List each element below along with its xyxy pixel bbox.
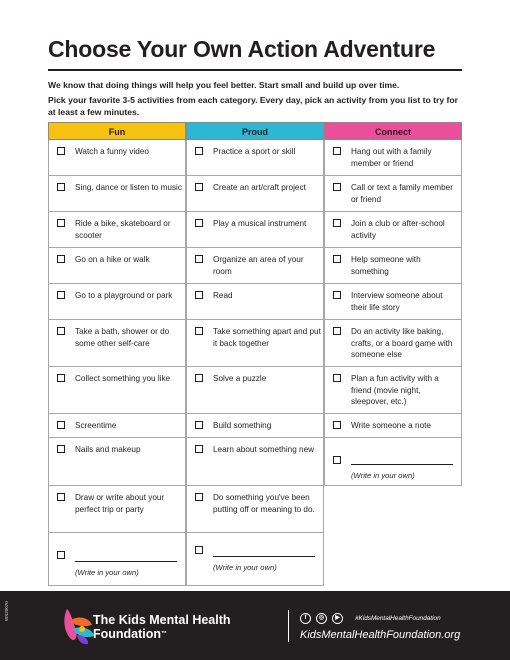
title-underline (48, 69, 462, 71)
connect-item[interactable] (324, 414, 462, 438)
checkbox[interactable] (195, 255, 203, 263)
connect-item-label: Do an activity like baking, crafts, or a board game with someone else (351, 327, 453, 359)
fun-item[interactable] (48, 284, 186, 320)
footer (0, 591, 510, 660)
connect-item-label: Hang out with a family member or friend (351, 147, 432, 168)
proud-item[interactable] (186, 320, 324, 367)
checkbox[interactable] (195, 291, 203, 299)
connect-item[interactable] (324, 140, 462, 176)
connect-item-label: Help someone with something (351, 255, 421, 276)
connect-item[interactable] (324, 212, 462, 248)
connect-item-label: Write someone a note (351, 421, 431, 430)
connect-item[interactable] (324, 320, 462, 367)
fun-item-label: Go to a playground or park (75, 291, 173, 300)
write-in-line[interactable] (213, 556, 315, 557)
intro-line-1: We know that doing things will help you feel better. Start small and build up over time. (48, 80, 400, 90)
checkbox[interactable] (195, 327, 203, 335)
proud-item[interactable] (186, 140, 324, 176)
proud-item-label: Learn about something new (213, 445, 315, 454)
connect-write-in[interactable] (324, 438, 462, 486)
checkbox[interactable] (333, 255, 341, 263)
connect-item[interactable] (324, 248, 462, 284)
document-code (4, 601, 18, 635)
connect-header: Connect (324, 122, 462, 140)
footer-divider (288, 610, 289, 642)
write-in-hint: (Write in your own) (75, 568, 139, 577)
fun-item[interactable] (48, 212, 186, 248)
social-links (300, 613, 343, 624)
write-in-line[interactable] (75, 561, 177, 562)
connect-item[interactable] (324, 176, 462, 212)
checkbox[interactable] (195, 183, 203, 191)
fun-item[interactable] (48, 486, 186, 533)
connect-column (324, 122, 462, 586)
proud-item-label: Practice a sport or skill (213, 147, 296, 156)
connect-item-label: Plan a fun activity with a friend (movie night, sleepover, etc.) (351, 374, 439, 406)
proud-item-label: Read (213, 291, 233, 300)
brand-name (93, 613, 231, 641)
checkbox[interactable] (333, 183, 341, 191)
checkbox[interactable] (57, 255, 65, 263)
checkbox[interactable] (57, 551, 65, 559)
proud-item-label: Create an art/craft project (213, 183, 306, 192)
write-in-hint: (Write in your own) (351, 471, 415, 480)
proud-item-label: Do something you've been putting off or meaning to do. (213, 493, 315, 514)
proud-item-label: Solve a puzzle (213, 374, 267, 383)
checkbox[interactable] (333, 456, 341, 464)
connect-item-label: Join a club or after-school activity (351, 219, 445, 240)
youtube-icon[interactable]: ▶ (332, 613, 343, 624)
brand-line-2-row (93, 627, 231, 641)
checkbox[interactable] (57, 327, 65, 335)
fun-item-label: Nails and makeup (75, 445, 141, 454)
connect-item[interactable] (324, 284, 462, 320)
checkbox[interactable] (57, 374, 65, 382)
connect-item-label: Call or text a family member or friend (351, 183, 453, 204)
fun-item[interactable] (48, 367, 186, 414)
page-title: Choose Your Own Action Adventure (48, 36, 436, 62)
proud-item-label: Play a musical instrument (213, 219, 307, 228)
proud-item-label: Take something apart and put it back together (213, 327, 321, 348)
checkbox[interactable] (57, 291, 65, 299)
fun-item[interactable] (48, 320, 186, 367)
proud-item[interactable] (186, 212, 324, 248)
fun-column (48, 122, 186, 586)
checkbox[interactable] (333, 291, 341, 299)
write-in-hint: (Write in your own) (213, 563, 277, 572)
fun-item-label: Ride a bike, skateboard or scooter (75, 219, 171, 240)
proud-item-label: Organize an area of your room (213, 255, 304, 276)
checkbox[interactable] (333, 147, 341, 155)
proud-item[interactable] (186, 248, 324, 284)
fun-item[interactable] (48, 414, 186, 438)
checkbox[interactable] (57, 219, 65, 227)
fun-item-label: Screentime (75, 421, 117, 430)
document-code-text: WS20070 (4, 601, 9, 621)
fun-item-label: Go on a hike or walk (75, 255, 150, 264)
checkbox[interactable] (195, 493, 203, 501)
intro-line-2: Pick your favorite 3-5 activities from each category. Every day, pick an activity from you list to try for at least a few minutes. (48, 95, 458, 117)
checkbox[interactable] (195, 219, 203, 227)
proud-item[interactable] (186, 486, 324, 533)
proud-item[interactable] (186, 438, 324, 486)
fun-item[interactable] (48, 248, 186, 284)
fun-item-label: Sing, dance or listen to music (75, 183, 182, 192)
fun-item[interactable] (48, 438, 186, 486)
proud-item[interactable] (186, 367, 324, 414)
fun-item-label: Draw or write about your perfect trip or party (75, 493, 165, 514)
checkbox[interactable] (195, 147, 203, 155)
write-in-line[interactable] (351, 464, 453, 465)
proud-header: Proud (186, 122, 324, 140)
checkbox[interactable] (57, 493, 65, 501)
checkbox[interactable] (195, 445, 203, 453)
checkbox[interactable] (333, 421, 341, 429)
website-link[interactable]: KidsMentalHealthFoundation.org (300, 629, 461, 641)
proud-column (186, 122, 324, 586)
facebook-icon[interactable]: f (300, 613, 311, 624)
fun-item-label: Watch a funny video (75, 147, 149, 156)
connect-item-label: Interview someone about their life story (351, 291, 443, 312)
fun-header: Fun (48, 122, 186, 140)
checkbox[interactable] (195, 421, 203, 429)
checkbox[interactable] (57, 147, 65, 155)
checkbox[interactable] (57, 421, 65, 429)
fun-item-label: Collect something you like (75, 374, 171, 383)
fun-item[interactable] (48, 140, 186, 176)
proud-item[interactable] (186, 414, 324, 438)
trademark: ™ (161, 631, 168, 637)
proud-write-in[interactable] (186, 533, 324, 586)
checkbox[interactable] (333, 219, 341, 227)
checkbox[interactable] (195, 374, 203, 382)
checkbox[interactable] (333, 327, 341, 335)
fun-write-in[interactable] (48, 533, 186, 586)
checkbox[interactable] (195, 546, 203, 554)
connect-item[interactable] (324, 367, 462, 414)
fun-item-label: Take a bath, shower or do some other self-care (75, 327, 170, 348)
instagram-icon[interactable]: ◎ (316, 613, 327, 624)
brand-line-1: The Kids Mental Health (93, 613, 231, 627)
checkbox[interactable] (57, 183, 65, 191)
proud-item-label: Build something (213, 421, 272, 430)
activity-grid (48, 122, 462, 586)
hashtag: #KidsMentalHealthFoundation (355, 615, 441, 622)
proud-item[interactable] (186, 284, 324, 320)
fun-item[interactable] (48, 176, 186, 212)
checkbox[interactable] (333, 374, 341, 382)
proud-item[interactable] (186, 176, 324, 212)
checkbox[interactable] (57, 445, 65, 453)
brand-line-2: Foundation (93, 627, 162, 641)
